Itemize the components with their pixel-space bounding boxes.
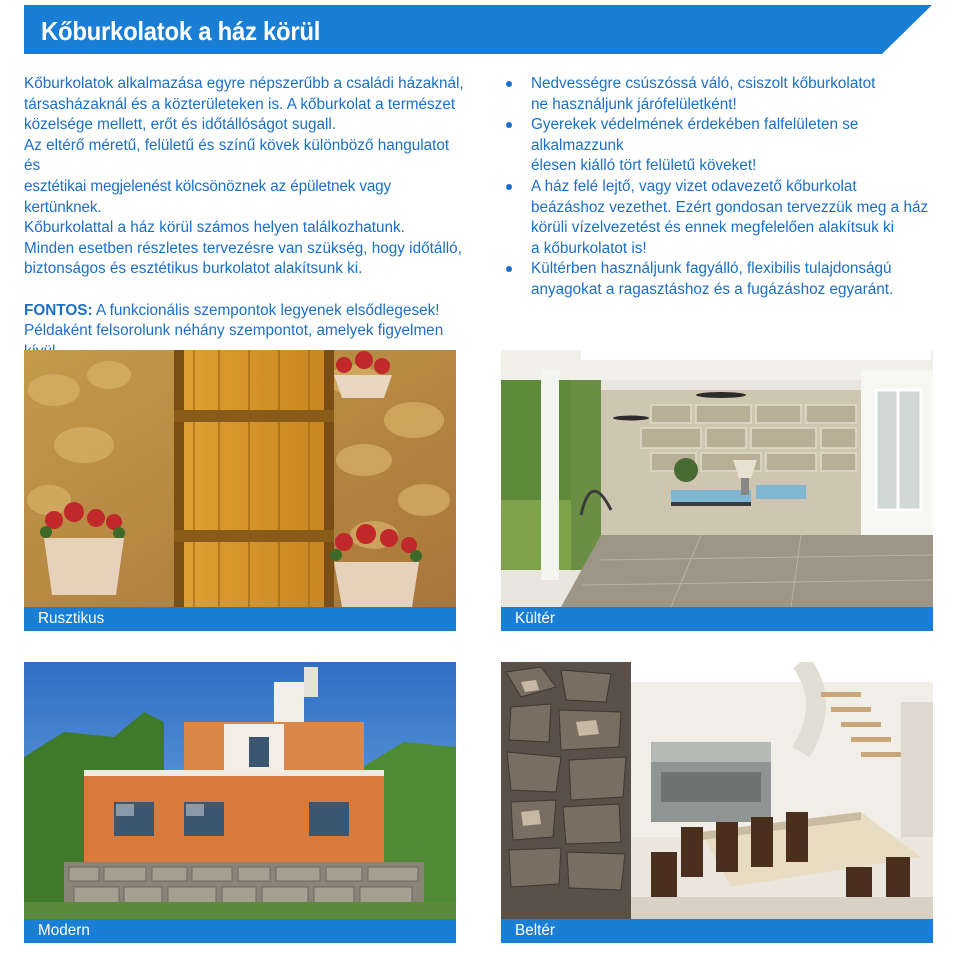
caption-bar-indoor: [501, 919, 933, 943]
bullet-list: [503, 74, 933, 301]
intro-line: Minden esetben részletes tervezésre van szükség, hogy időtálló,: [24, 239, 462, 257]
important-text: A funkcionális szempontok legyenek elsődlegesek!: [92, 301, 440, 319]
header-bar: [24, 5, 932, 54]
bullet-item: [503, 177, 933, 259]
caption-bar-rustic: [24, 607, 456, 631]
bullet-line: ne használjunk járófelületként!: [531, 95, 737, 113]
intro-line: Az eltérő méretű, felületű és színű kövek különböző hangulatot és: [24, 136, 450, 175]
caption-bar-modern: [24, 919, 456, 943]
important-label: FONTOS:: [24, 301, 93, 319]
bullet-line: Kültérben használjunk fagyálló, flexibilis tulajdonságú: [531, 260, 892, 278]
intro-line: közelsége mellett, erőt és időtállóságot sugall.: [24, 116, 337, 134]
photo-outdoor: [501, 350, 933, 607]
intro-line: Kőburkolattal a ház körül számos helyen találkozhatunk.: [24, 219, 405, 237]
bullet-line: beázáshoz vezethet. Ezért gondosan tervezzük meg a ház: [531, 198, 929, 216]
intro-line: társasházaknál és a közterületeken is. A kőburkolat a természet: [24, 95, 456, 113]
bullet-line: A ház felé lejtő, vagy vizet odavezető kőburkolat: [531, 177, 857, 195]
bullet-line: Nedvességre csúszóssá váló, csiszolt kőburkolatot: [531, 75, 876, 92]
page-title: Kőburkolatok a ház körül: [41, 16, 321, 46]
photo-caption: Kültér: [515, 610, 555, 627]
bullet-line: Gyerekek védelmének érdekében falfelületen se alkalmazzunk: [531, 116, 859, 154]
photo-caption: Beltér: [515, 922, 555, 939]
bullet-item: [503, 259, 933, 300]
caption-bar-outdoor: [501, 607, 933, 631]
intro-column: [24, 74, 464, 383]
bullet-line: anyagokat a ragasztáshoz és a fugázáshoz egyaránt.: [531, 280, 894, 298]
bullet-item: [503, 74, 933, 115]
bullet-column: [503, 74, 933, 301]
bullet-line: élesen kiálló tört felületű köveket!: [531, 157, 757, 175]
photo-modern: [24, 662, 456, 919]
bullet-line: körüli vízelvezetést és ennek megfelelően alakítsuk ki: [531, 219, 895, 237]
important-detail-line: Példaként felsorolunk néhány szempontot, amelyek figyelmen: [24, 322, 444, 340]
photo-caption: Rusztikus: [38, 610, 105, 627]
photo-indoor: [501, 662, 933, 919]
intro-line: Kőburkolatok alkalmazása egyre népszerűbb a családi házaknál,: [24, 75, 464, 92]
bullet-item: [503, 115, 933, 177]
important-line: [24, 301, 464, 322]
intro-line: esztétikai megjelenést kölcsönöznek az épületnek vagy kertünknek.: [24, 177, 392, 216]
photo-rustic: [24, 350, 456, 607]
intro-line: biztonságos és esztétikus burkolatot alakítsunk ki.: [24, 260, 363, 278]
bullet-line: a kőburkolatot is!: [531, 239, 647, 257]
photo-caption: Modern: [38, 922, 90, 939]
